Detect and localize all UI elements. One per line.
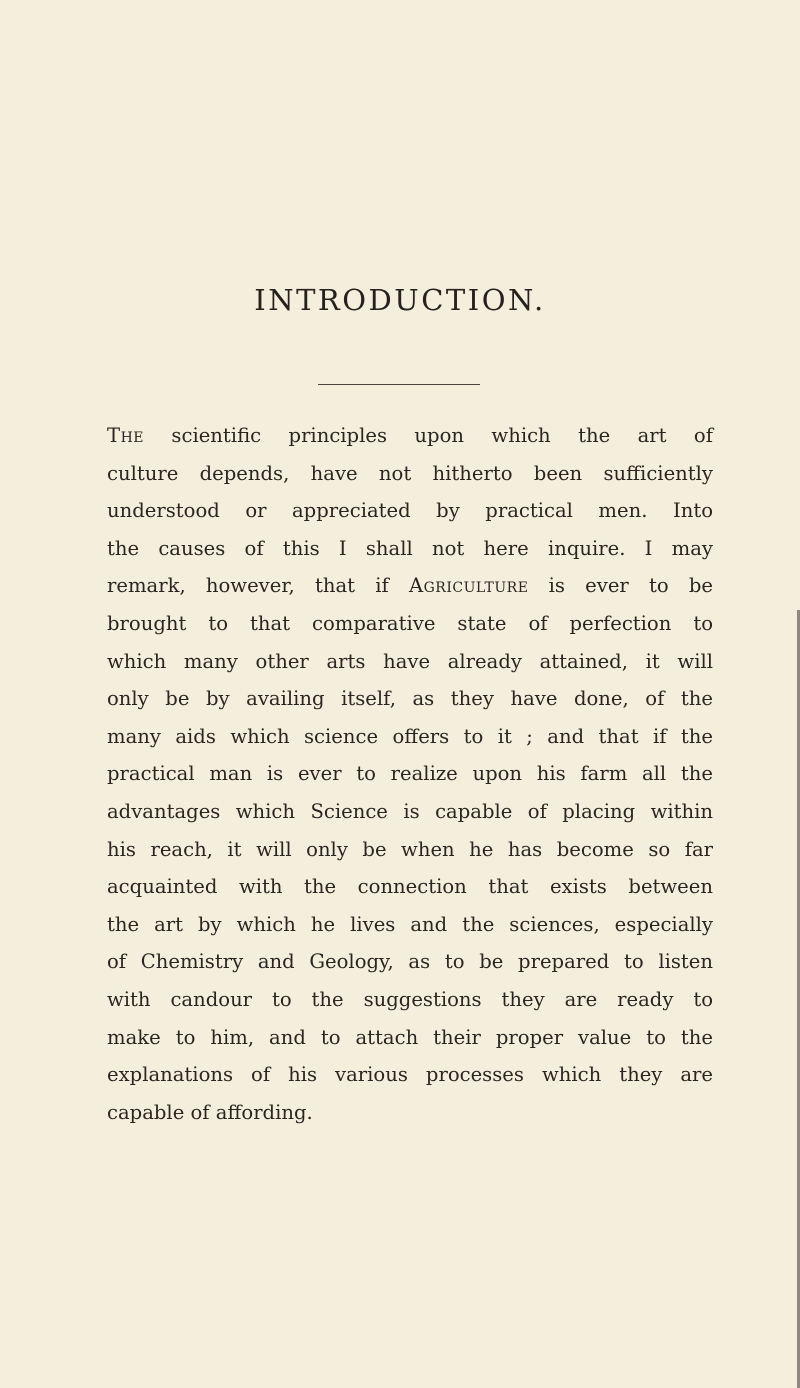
paragraph-line: practical man is ever to realize upon his farm all the <box>107 762 713 786</box>
paragraph-line: the art by which he lives and the sciences, especially <box>107 912 713 936</box>
paragraph-line: make to him, and to attach their proper value to the <box>107 1025 713 1049</box>
paragraph-line: his reach, it will only be when he has become so far <box>107 837 713 861</box>
paragraph-line: the causes of this I shall not here inquire. I may <box>107 536 713 560</box>
paragraph-lead-word: The <box>107 424 144 447</box>
paragraph-line: culture depends, have not hitherto been sufficiently <box>107 461 713 485</box>
heading-rule <box>318 384 480 385</box>
paragraph-line: The scientific principles upon which the art of <box>107 424 713 447</box>
paragraph-line: advantages which Science is capable of placing within <box>107 799 713 823</box>
paragraph-line: of Chemistry and Geology, as to be prepared to listen <box>107 950 713 974</box>
paragraph-line: only be by availing itself, as they have done, of the <box>107 687 713 711</box>
paragraph-line: acquainted with the connection that exists between <box>107 875 713 899</box>
paragraph-line: brought to that comparative state of perfection to <box>107 611 713 635</box>
paragraph-line: with candour to the suggestions they are ready to <box>107 987 713 1011</box>
chapter-heading: INTRODUCTION. <box>254 283 546 317</box>
paragraph-line: many aids which science offers to it ; and that if the <box>107 724 713 748</box>
emphasized-term: Agriculture <box>408 574 529 598</box>
paragraph-line: which many other arts have already attained, it will <box>107 649 713 673</box>
introduction-paragraph <box>107 417 713 1131</box>
paragraph-line: remark, however, that if Agriculture is ever to be <box>107 574 714 598</box>
paragraph-line: capable of affording. <box>107 1100 313 1124</box>
paragraph-line: explanations of his various processes which they are <box>107 1063 713 1087</box>
paragraph-line: understood or appreciated by practical men. Into <box>107 499 713 523</box>
